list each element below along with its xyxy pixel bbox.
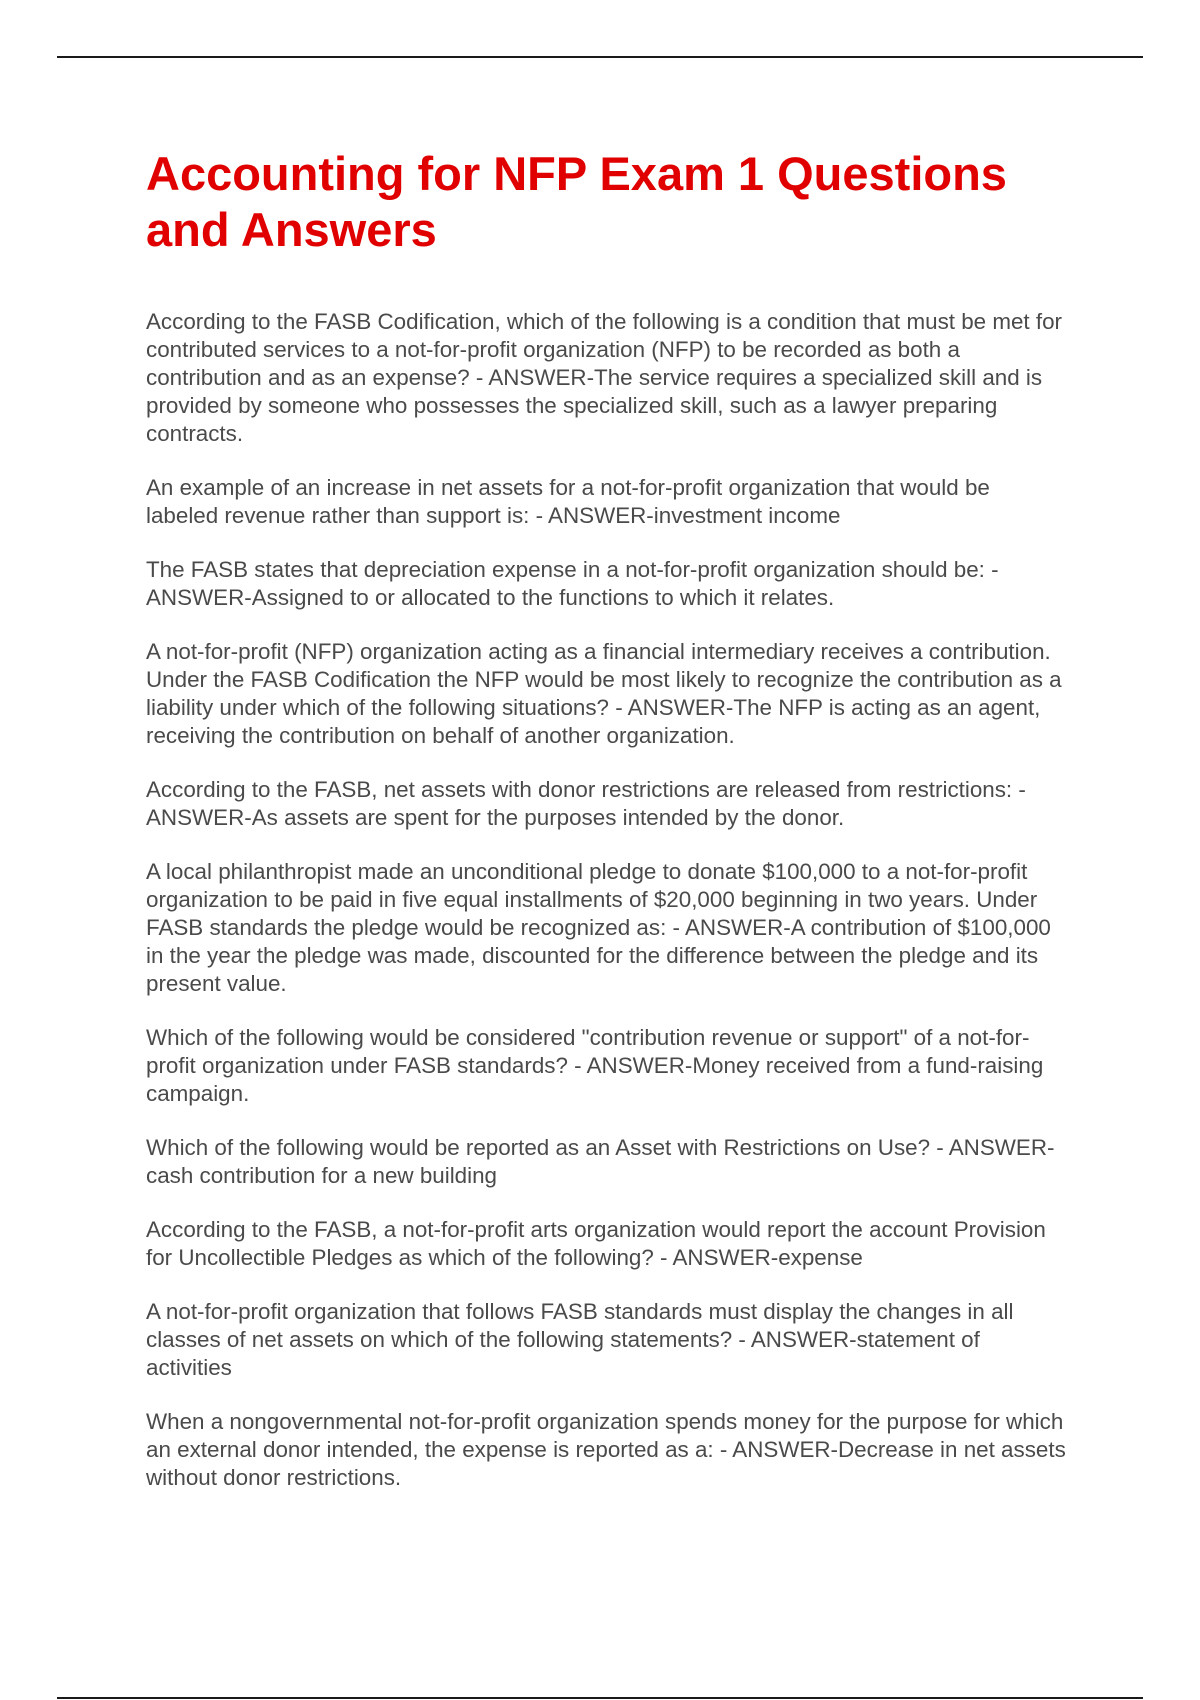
qa-entry-5: According to the FASB, net assets with donor restrictions are released from restrictions: - ANSWER-As assets are spent for the purposes intended by the donor. <box>146 777 1026 830</box>
top-rule <box>57 56 1143 58</box>
qa-entry-6: A local philanthropist made an unconditional pledge to donate $100,000 to a not-for-profit organization to be paid in five equal installments of $20,000 beginning in two years. Under FASB standards the pledge would be recognized as: - ANSWER-A contribution of $100,000 in the year the pledge was made, discounted for the difference between the pledge and its present value. <box>146 859 1051 996</box>
qa-entry-4: A not-for-profit (NFP) organization acting as a financial intermediary receives a contribution. Under the FASB Codification the NFP would be most likely to recognize the contribution as a liability under which of the following situations? - ANSWER-The NFP is acting as an agent, receiving the contribution on behalf of another organization. <box>146 639 1062 748</box>
qa-entry-1: According to the FASB Codification, which of the following is a condition that must be met for contributed services to a not-for-profit organization (NFP) to be recorded as both a contribution and as an expense? - ANSWER-The service requires a specialized skill and is provided by someone who possesses the specialized skill, such as a lawyer preparing contracts. <box>146 309 1063 446</box>
bottom-rule <box>57 1697 1143 1699</box>
document-body <box>146 146 1066 1518</box>
document-title: Accounting for NFP Exam 1 Questions and Answers <box>146 147 1007 256</box>
qa-entry-10: A not-for-profit organization that follows FASB standards must display the changes in all classes of net assets on which of the following statements? - ANSWER-statement of activities <box>146 1299 1014 1380</box>
qa-entry-9: According to the FASB, a not-for-profit arts organization would report the account Provision for Uncollectible Pledges as which of the following? - ANSWER-expense <box>146 1217 1046 1270</box>
qa-entry-7: Which of the following would be considered "contribution revenue or support" of a not-for-profit organization under FASB standards? - ANSWER-Money received from a fund-raising campaign. <box>146 1025 1044 1106</box>
qa-entry-2: An example of an increase in net assets for a not-for-profit organization that would be labeled revenue rather than support is: - ANSWER-investment income <box>146 475 990 528</box>
qa-entry-8: Which of the following would be reported as an Asset with Restrictions on Use? - ANSWER-cash contribution for a new building <box>146 1135 1055 1188</box>
qa-entry-11: When a nongovernmental not-for-profit organization spends money for the purpose for which an external donor intended, the expense is reported as a: - ANSWER-Decrease in net assets without donor restrictions. <box>146 1409 1066 1490</box>
qa-entry-3: The FASB states that depreciation expense in a not-for-profit organization should be: - ANSWER-Assigned to or allocated to the functions to which it relates. <box>146 557 999 610</box>
